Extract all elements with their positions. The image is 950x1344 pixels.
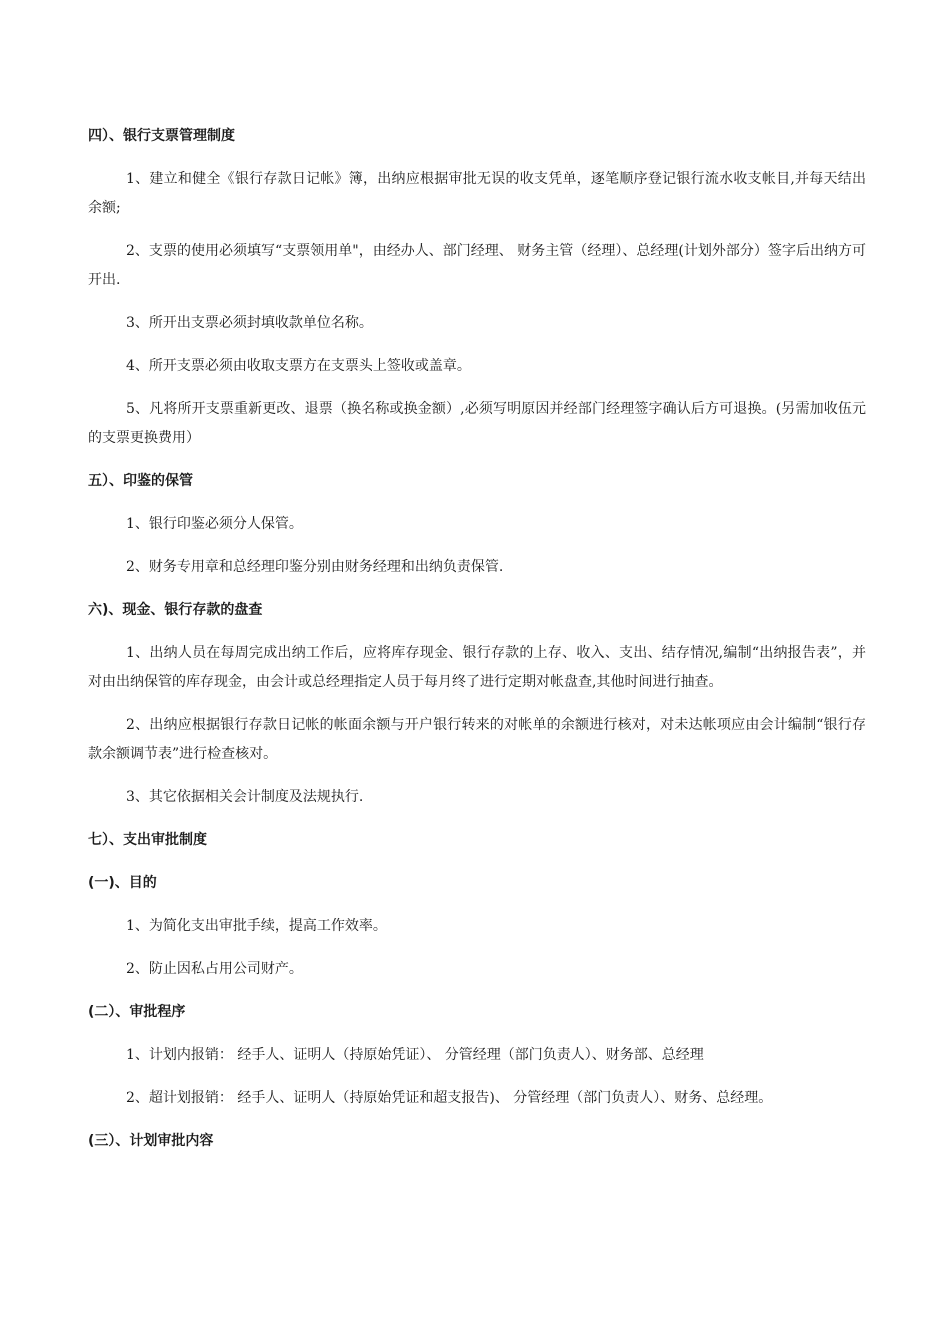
paragraph-4-1: 1、建立和健全《银行存款日记帐》簿，出纳应根据审批无误的收支凭单，逐笔顺序登记银行流水收支帐目,并每天结出余额;: [88, 171, 866, 216]
document-page: [88, 122, 866, 1170]
paragraph-5-2: 2、财务专用章和总经理印鉴分别由财务经理和出纳负责保管.: [126, 559, 504, 575]
paragraph-5-1: 1、银行印鉴必须分人保管。: [126, 516, 303, 532]
paragraph-4-2: 2、支票的使用必须填写“支票领用单"，由经办人、部门经理、 财务主管（经理）、总经理(计划外部分）签字后出纳方可开出.: [88, 243, 866, 288]
subsection-heading-procedure: (二）、审批程序: [88, 1004, 186, 1020]
paragraph-7-2-2: 2、超计划报销： 经手人、证明人（持原始凭证和超支报告)、 分管经理（部门负责人）、财务、总经理。: [126, 1090, 773, 1106]
section-heading-cash-audit: 六)、现金、银行存款的盘查: [88, 602, 263, 618]
subsection-heading-purpose: (一)、目的: [88, 875, 157, 891]
paragraph-6-3: 3、其它依据相关会计制度及法规执行.: [126, 789, 364, 805]
paragraph-4-3: 3、所开出支票必须封填收款单位名称。: [126, 315, 373, 331]
paragraph-6-1: 1、出纳人员在每周完成出纳工作后，应将库存现金、银行存款的上存、收入、支出、结存情况,编制“出纳报告表”，并对由出纳保管的库存现金，由会计或总经理指定人员于每月终了进行定期对帐盘查,其他时间进行抽查。: [88, 645, 866, 690]
paragraph-6-2: 2、出纳应根据银行存款日记帐的帐面余额与开户银行转来的对帐单的余额进行核对，对未达帐项应由会计编制“银行存款余额调节表”进行检查核对。: [88, 717, 866, 762]
section-heading-expense-approval: 七）、支出审批制度: [88, 832, 207, 848]
paragraph-7-2-1: 1、计划内报销： 经手人、证明人（持原始凭证）、 分管经理（部门负责人）、财务部、总经理: [126, 1047, 704, 1063]
subsection-heading-plan-content: (三）、计划审批内容: [88, 1133, 214, 1149]
section-heading-bank-cheque: 四）、银行支票管理制度: [88, 128, 235, 144]
paragraph-7-1-1: 1、为简化支出审批手续，提高工作效率。: [126, 918, 387, 934]
section-heading-seal-custody: 五）、印鉴的保管: [88, 473, 193, 489]
paragraph-4-4: 4、所开支票必须由收取支票方在支票头上签收或盖章。: [126, 358, 471, 374]
paragraph-4-5: 5、凡将所开支票重新更改、退票（换名称或换金额）,必须写明原因并经部门经理签字确认后方可退换。(另需加收伍元的支票更换费用）: [88, 401, 866, 446]
paragraph-7-1-2: 2、防止因私占用公司财产。: [126, 961, 303, 977]
